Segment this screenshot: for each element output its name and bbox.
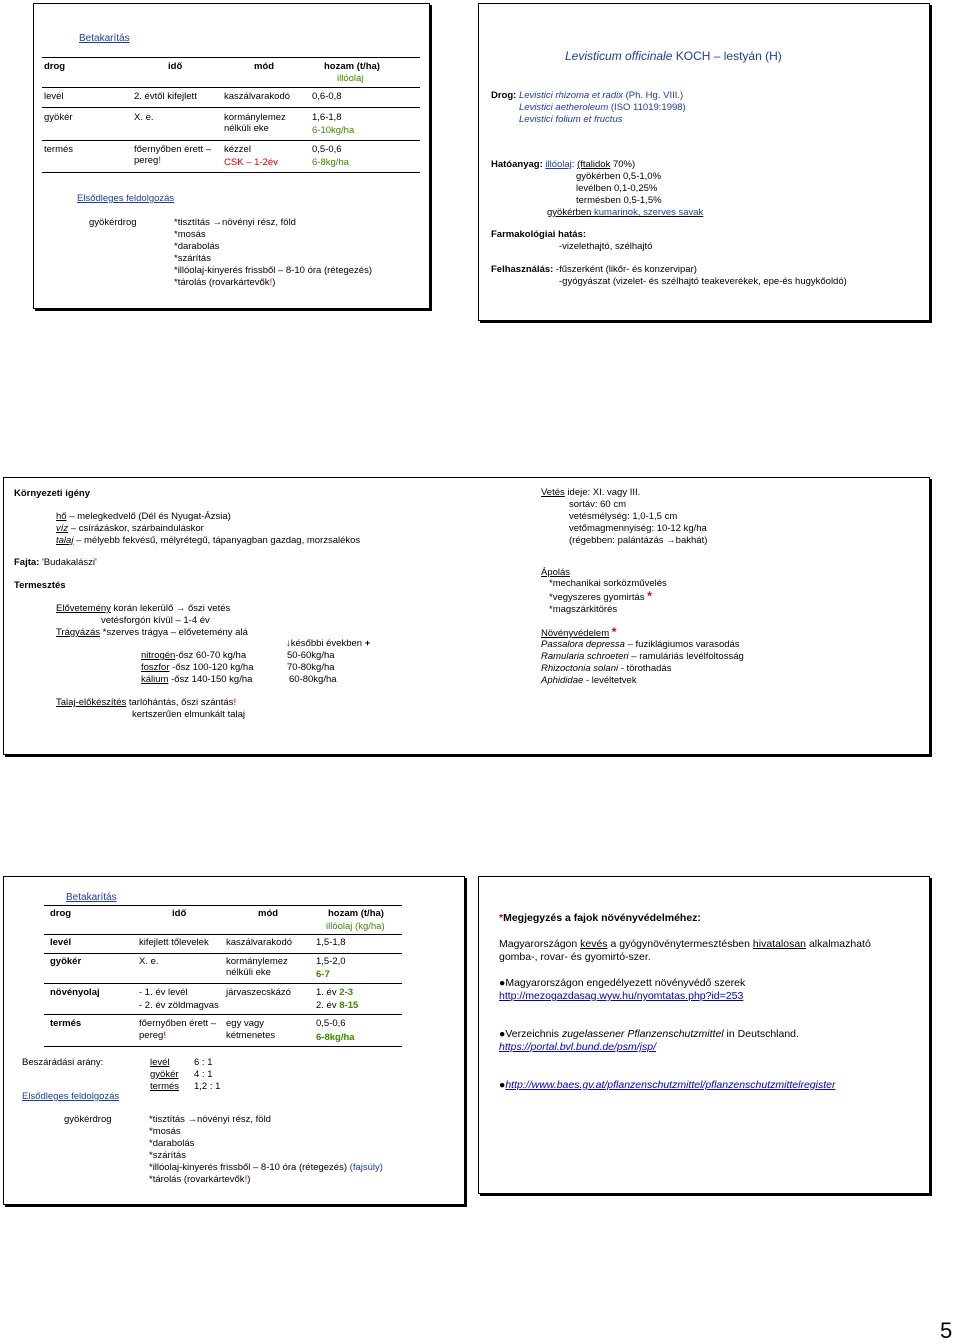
line: vetőmagmennyiség: 10-12 kg/ha xyxy=(569,523,707,534)
env-line: talaj – mélyebb fekvésű, mélyrétegű, tápanyagban gazdag, morzsalékos xyxy=(56,535,361,546)
cell: kézzel xyxy=(224,144,251,155)
drog-line: Levistici aetheroleum (ISO 11019:1998) xyxy=(519,102,686,113)
slide-title: Levisticum officinale KOCH – lestyán (H) xyxy=(565,49,782,63)
cell: kaszálvarakodó xyxy=(226,937,293,948)
cell: 1,5-2,0 xyxy=(316,956,346,967)
primary-processing-heading: Elsődleges feldolgozás xyxy=(22,1091,120,1102)
link-bvl[interactable]: https://portal.bvl.bund.de/psm/jsp/ xyxy=(499,1041,657,1053)
content-line: levélben 0,1-0,25% xyxy=(576,183,658,194)
slide-levisticum xyxy=(478,3,930,321)
env-line: víz – csírázáskor, szárbainduláskor xyxy=(56,523,204,534)
content-line: gyökérben kumarinok, szerves savak xyxy=(547,207,704,218)
col-mod: mód xyxy=(254,61,275,72)
step: *illóolaj-kinyerés frissből – 8-10 óra (rétegezés) xyxy=(174,265,373,276)
line: *magszárkitörés xyxy=(549,604,618,615)
line: ↓későbbi években + xyxy=(286,638,371,649)
step: *tisztítás →növényi rész, föld xyxy=(174,217,296,228)
cell: kormánylemez xyxy=(226,956,288,967)
line: Trágyázás *szerves trágya – elővetemény alá xyxy=(56,627,248,638)
drog-line: Levistici folium et fructus xyxy=(519,114,623,125)
primary-processing-heading: Elsődleges feldolgozás xyxy=(77,193,175,204)
cell: levél xyxy=(50,937,72,948)
care-heading: Ápolás xyxy=(541,567,571,578)
pharmacological-value: -vizelethajtó, szélhajtó xyxy=(559,241,653,252)
bullet: ●Verzeichnis zugelassener Pflanzenschutzmittel in Deutschland. xyxy=(499,1028,799,1040)
cell: főernyőben érett – xyxy=(134,144,212,155)
note-paragraph: Magyarországon kevés a gyógynövénytermesztésben hivatalosan alkalmazható xyxy=(499,938,871,950)
line: Elővetemény korán lekerülő → őszi vetés xyxy=(56,603,231,614)
slide-harvest-1 xyxy=(33,3,430,309)
cell: pereg! xyxy=(139,1030,166,1041)
usage-line: -gyógyászat (vizelet- és szélhajtó teakeverékek, epe-és hugykőoldó) xyxy=(559,276,847,287)
line: *mechanikai sorközművelés xyxy=(549,578,667,589)
ratio-val: 4 : 1 xyxy=(194,1069,213,1080)
disease-line: Ramularia schroeteri – ramuláriás levélfoltosság xyxy=(541,651,744,662)
cell: 0,5-0,6 xyxy=(316,1018,346,1029)
plant-protection-heading: Növényvédelem * xyxy=(541,625,617,639)
step: *szárítás xyxy=(149,1150,186,1161)
line: 50-60kg/ha xyxy=(287,650,335,661)
cell: - 1. év levél xyxy=(139,987,188,998)
env-heading: Környezeti igény xyxy=(14,488,91,499)
note-title: *Megjegyzés a fajok növényvédelméhez: xyxy=(499,912,701,924)
cell: 6-8kg/ha xyxy=(316,1032,355,1043)
line: vetésforgón kívül – 1-4 év xyxy=(101,615,210,626)
pharmacological-label: Farmakológiai hatás: xyxy=(491,229,587,240)
ratio-val: 1,2 : 1 xyxy=(194,1081,221,1092)
step: *tárolás (rovarkártevők!) xyxy=(149,1174,251,1185)
col-drog: drog xyxy=(44,61,66,72)
page-number: 5 xyxy=(940,1318,953,1343)
cell: 6-8kg/ha xyxy=(312,157,349,168)
cell: 1,5-1,8 xyxy=(316,937,346,948)
cell: kifejlett tőlevelek xyxy=(139,937,209,948)
disease-line: Rhizoctonia solani - törothadás xyxy=(541,663,672,674)
step: *darabolás xyxy=(149,1138,195,1149)
cell: CSK – 1-2év xyxy=(224,157,278,168)
cell: járvaszecskázó xyxy=(226,987,291,998)
col-illoolaj: illóolaj (kg/ha) xyxy=(326,921,385,932)
cell: gyökér xyxy=(44,112,73,123)
cell: X. e. xyxy=(139,956,159,967)
line: sortáv: 60 cm xyxy=(569,499,627,510)
cell: kormánylemez xyxy=(224,112,286,123)
line: (régebben: palántázás →bakhát) xyxy=(569,535,708,546)
ratio-key: termés xyxy=(150,1081,180,1092)
col-mod: mód xyxy=(258,908,279,919)
slide-plant-protection-note xyxy=(478,876,930,1194)
cell: 2. év 8-15 xyxy=(316,1000,359,1011)
line: *vegyszeres gyomirtás * xyxy=(549,589,652,603)
cell: 0,6-0,8 xyxy=(312,91,342,102)
col-hozam: hozam (t/ha) xyxy=(328,908,384,919)
link-mezogazdasag[interactable]: http://mezogazdasag.wyw.hu/nyomtatas.php?id=253 xyxy=(499,990,744,1002)
cell: 1. év 2-3 xyxy=(316,987,353,998)
col-drog: drog xyxy=(50,908,72,919)
usage-line: Felhasználás: -fűszerként (likőr- és konzervipar) xyxy=(491,264,697,275)
root-drug-label: gyökérdrog xyxy=(64,1114,112,1125)
heading-betakaritas: Betakarítás xyxy=(66,892,117,903)
cell: pereg! xyxy=(134,155,161,166)
cell: kétmenetes xyxy=(226,1030,276,1041)
col-hozam: hozam (t/ha) xyxy=(324,61,380,72)
cell: gyökér xyxy=(50,956,82,967)
link-baes[interactable]: http://www.baes.gv.at/pflanzenschutzmittel/pflanzenschutzmittelregister xyxy=(505,1079,836,1091)
ratio-val: 6 : 1 xyxy=(194,1057,213,1068)
step: *darabolás xyxy=(174,241,220,252)
bullet: ●Magyarországon engedélyezett növényvédő szerek xyxy=(499,977,746,989)
col-ido: idő xyxy=(172,908,187,919)
cell: nélküli eke xyxy=(224,123,269,134)
line: vetésmélység: 1,0-1,5 cm xyxy=(569,511,678,522)
col-ido: idő xyxy=(168,61,183,72)
active-ingredient: Hatóanyag: illóolaj: (ftalidok 70%) xyxy=(491,159,636,170)
bullet: ●http://www.baes.gv.at/pflanzenschutzmittel/pflanzenschutzmittelregister xyxy=(499,1079,836,1091)
col-illoolaj: illóolaj xyxy=(337,73,364,84)
cell: 6-7 xyxy=(316,969,330,980)
line: foszfor -ősz 100-120 kg/ha xyxy=(141,662,254,673)
step: *mosás xyxy=(174,229,206,240)
heading-betakaritas: Betakarítás xyxy=(79,33,130,44)
step: *szárítás xyxy=(174,253,211,264)
cell: 2. évtől kifejlett xyxy=(134,91,197,102)
line: kálium -ősz 140-150 kg/ha xyxy=(141,674,253,685)
drog-line: Drog: Levistici rhizoma et radix (Ph. Hg. VIII.) xyxy=(491,90,684,101)
ratio-key: gyökér xyxy=(150,1069,179,1080)
cell: 1,6-1,8 xyxy=(312,112,342,123)
content-line: gyökérben 0,5-1,0% xyxy=(576,171,662,182)
slide-cultivation xyxy=(3,477,930,755)
cell: termés xyxy=(44,144,74,155)
ratio-key: levél xyxy=(150,1057,170,1068)
step: *tárolás (rovarkártevők!) xyxy=(174,277,276,288)
root-drug-label: gyökérdrog xyxy=(89,217,137,228)
cell: X. e. xyxy=(134,112,154,123)
cell: 0,5-0,6 xyxy=(312,144,342,155)
cell: főernyőben érett – xyxy=(139,1018,217,1029)
line: Vetés ideje: XI. vagy III. xyxy=(541,487,641,498)
step: *tisztítás →növényi rész, föld xyxy=(149,1114,271,1125)
line: nitrogén-ősz 60-70 kg/ha xyxy=(141,650,247,661)
cell: nélküli eke xyxy=(226,967,271,978)
disease-line: Aphididae - levéltetvek xyxy=(541,675,637,686)
content-line: termésben 0,5-1,5% xyxy=(576,195,662,206)
cell: - 2. év zöldmagvas xyxy=(139,1000,219,1011)
line: Talaj-előkészítés tarlóhántás, őszi szántás! xyxy=(56,697,237,708)
cell: növényolaj xyxy=(50,987,100,998)
line: 60-80kg/ha xyxy=(289,674,337,685)
step: *mosás xyxy=(149,1126,181,1137)
drying-ratio-label: Beszárádási arány: xyxy=(22,1057,104,1068)
cell: egy vagy xyxy=(226,1018,265,1029)
variety: Fajta: 'Budakalászi' xyxy=(14,557,97,568)
disease-line: Passalora depressa – fuziklágiumos varasodás xyxy=(541,639,740,650)
cell: termés xyxy=(50,1018,82,1029)
env-line: hő – melegkedvelő (Dél és Nyugat-Ázsia) xyxy=(56,511,231,522)
cell: levél xyxy=(44,91,64,102)
line: kertszerűen elmunkált talaj xyxy=(132,709,245,720)
slide-harvest-2 xyxy=(3,876,465,1205)
step: *illóolaj-kinyerés frissből – 8-10 óra (rétegezés) (fajsúly) xyxy=(149,1162,383,1173)
line: 70-80kg/ha xyxy=(287,662,335,673)
cultivation-heading: Termesztés xyxy=(14,580,66,591)
cell: 6-10kg/ha xyxy=(312,125,355,136)
note-paragraph: gomba-, rovar- és gyomirtó-szer. xyxy=(499,951,651,963)
cell: kaszálvarakodó xyxy=(224,91,291,102)
